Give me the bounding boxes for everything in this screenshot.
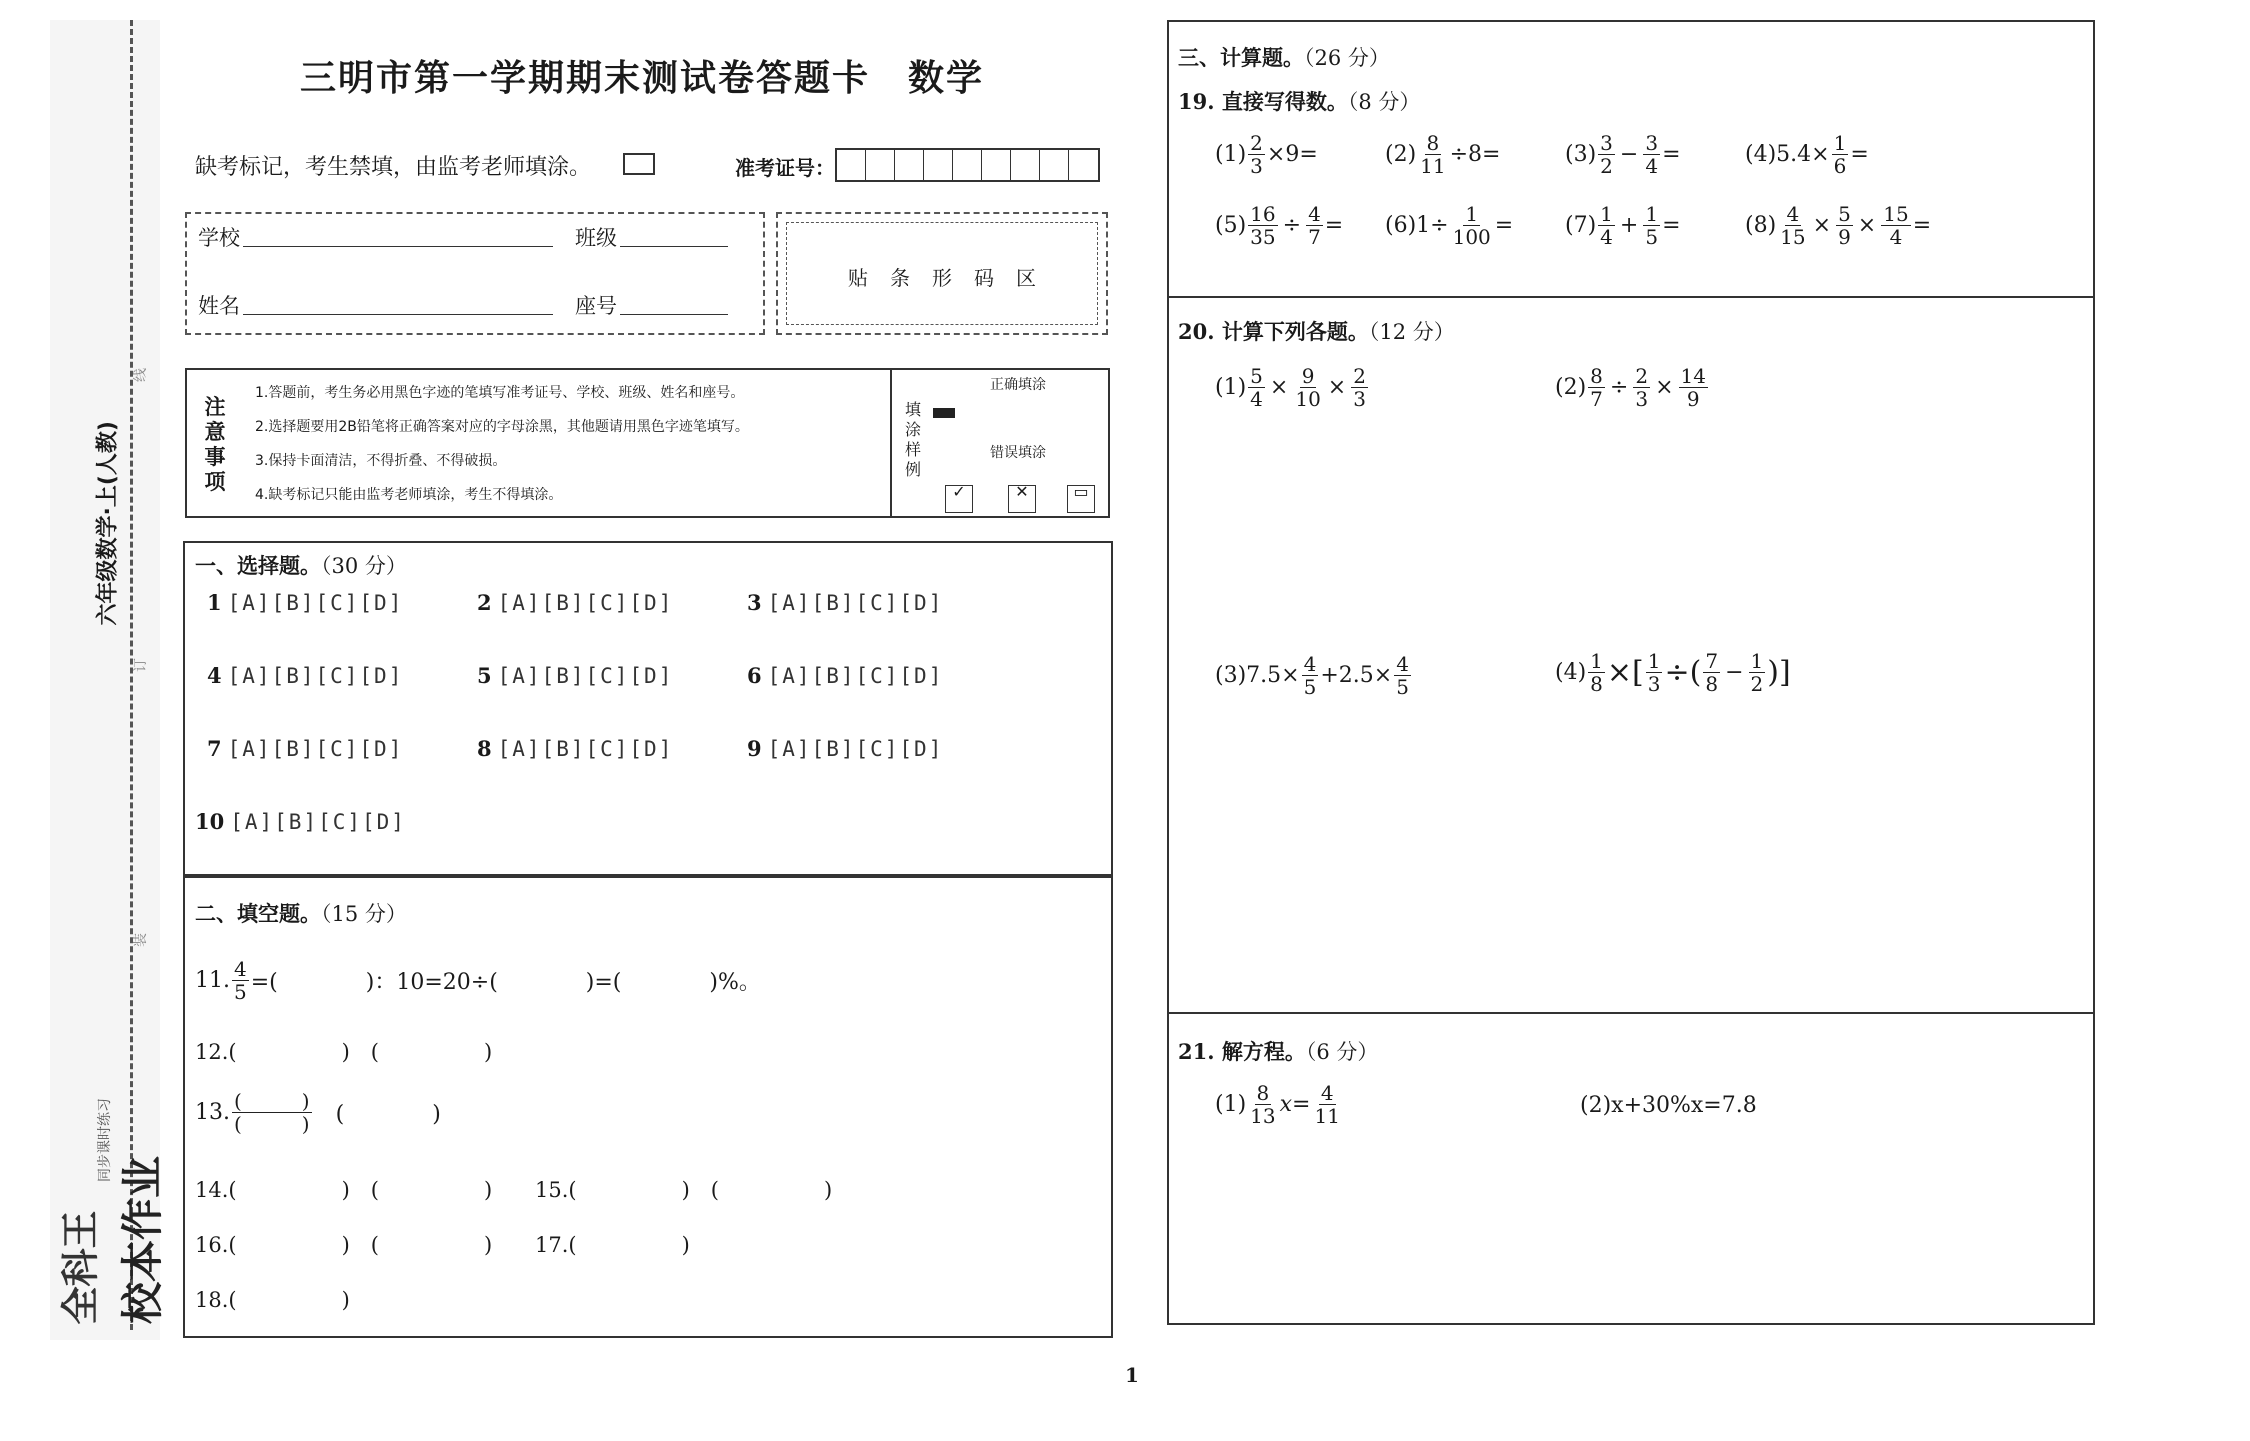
school-field[interactable] [243, 246, 553, 247]
exam-number-label: 准考证号： [735, 156, 835, 180]
fill-wrong-check-icon: ✓ [945, 485, 973, 513]
exam-number-cell[interactable] [895, 150, 924, 180]
choice-options[interactable]: [A][B][C][D] [227, 737, 404, 761]
seat-field[interactable] [620, 314, 728, 315]
fill-correct-label: 正确填涂 [990, 377, 1046, 393]
exam-number-cell[interactable] [837, 150, 866, 180]
brand-logo: 全科王 [58, 1210, 103, 1325]
choice-question-5[interactable] [477, 663, 673, 688]
exam-number-cell[interactable] [1069, 150, 1098, 180]
choice-question-number: 7 [207, 736, 222, 761]
q19-part4[interactable]: (4)5.4× $\frac{1}{6}$ = [1745, 131, 1869, 178]
absent-mark-box[interactable] [623, 153, 655, 175]
question-15[interactable]: 15.( ) ( ) [535, 1178, 833, 1202]
choice-question-7[interactable] [207, 736, 403, 761]
binding-mark-seal: 装 [133, 933, 149, 947]
q21-part1[interactable]: (1) $\frac{8}{13}$ x= $\frac{4}{11}$ [1215, 1081, 1340, 1128]
q20-part4[interactable]: (4) $\frac{1}{8}$ ×[ $\frac{1}{3}$ ÷( $\frac{7}{8}$ − $\frac{1}{2}$ )] [1555, 649, 1791, 696]
notice-title: 注意事项 [204, 395, 226, 494]
q19-part8[interactable]: (8) $\frac{4}{15}$ × $\frac{5}{9}$ × $\frac{15}{4}$ = [1745, 202, 1932, 249]
q21-part2[interactable]: (2)x+30%x=7.8 [1580, 1093, 1757, 1118]
student-info-box [185, 212, 765, 335]
fill-example-title: 填涂样例 [904, 400, 921, 479]
notice-item: 3.保持卡面清洁，不得折叠、不得破损。 [255, 453, 507, 469]
section3-title: 三、计算题。（26 分） [1178, 45, 1390, 70]
school-label: 学校 [198, 226, 240, 250]
q19-part1[interactable]: (1) $\frac{2}{3}$ ×9= [1215, 131, 1318, 178]
notice-item: 1.答题前，考生务必用黑色字迹的笔填写准考证号、学校、班级、姓名和座号。 [255, 385, 745, 401]
exam-number-cell[interactable] [1040, 150, 1069, 180]
q20-part3[interactable]: (3)7.5× $\frac{4}{5}$ +2.5× $\frac{4}{5}$ [1215, 652, 1409, 699]
choice-question-1[interactable] [207, 590, 403, 615]
choice-question-number: 10 [195, 809, 225, 834]
question-18[interactable]: 18.( ) [195, 1288, 350, 1312]
notice-item: 2.选择题要用2B铅笔将正确答案对应的字母涂黑，其他题请用黑色字迹笔填写。 [255, 419, 749, 435]
choice-question-number: 2 [477, 590, 492, 615]
class-label: 班级 [575, 226, 617, 250]
exam-number-cell[interactable] [982, 150, 1011, 180]
choice-options[interactable]: [A][B][C][D] [767, 664, 944, 688]
q21-title: 21. 解方程。（6 分） [1178, 1039, 1379, 1064]
q19-part2[interactable]: (2) $\frac{8}{11}$ ÷8= [1385, 131, 1501, 178]
question-11[interactable]: 11. $\frac{4}{5}$ =( )：10=20÷( )=( )%。 [195, 957, 761, 1004]
choice-options[interactable]: [A][B][C][D] [227, 591, 404, 615]
choice-question-4[interactable] [207, 663, 403, 688]
question-12[interactable]: 12.( ) ( ) [195, 1040, 493, 1064]
q19-part6[interactable]: (6)1÷ $\frac{1}{100}$ = [1385, 202, 1514, 249]
question-14[interactable]: 14.( ) ( ) [195, 1178, 493, 1202]
binding-mark-line: 线 [133, 368, 149, 382]
choice-question-10[interactable] [195, 809, 406, 834]
seat-label: 座号 [575, 294, 617, 318]
brand-subtitle: 同步课时练习 [97, 1098, 113, 1182]
choice-question-number: 3 [747, 590, 762, 615]
fill-correct-mark [933, 408, 955, 418]
q20-part1[interactable]: (1) $\frac{5}{4}$ × $\frac{9}{10}$ × $\frac{2}{3}$ [1215, 364, 1366, 411]
fill-wrong-empty-icon: ▭ [1067, 485, 1095, 513]
page-title: 三明市第一学期期末测试卷答题卡 数学 [300, 57, 985, 99]
q19-part3[interactable]: (3) $\frac{3}{2}$ − $\frac{3}{4}$ = [1565, 131, 1681, 178]
section1-title: 一、选择题。（30 分） [195, 553, 407, 578]
q19-part7[interactable]: (7) $\frac{1}{4}$ + $\frac{1}{5}$ = [1565, 202, 1681, 249]
choice-question-number: 5 [477, 663, 492, 688]
exam-number-grid[interactable] [835, 148, 1100, 182]
section2-title: 二、填空题。（15 分） [195, 901, 407, 926]
choice-question-3[interactable] [747, 590, 943, 615]
choice-question-2[interactable] [477, 590, 673, 615]
choice-options[interactable]: [A][B][C][D] [767, 737, 944, 761]
name-label: 姓名 [198, 294, 240, 318]
q20-title: 20. 计算下列各题。（12 分） [1178, 319, 1455, 344]
q19-part5[interactable]: (5) $\frac{16}{35}$ ÷ $\frac{4}{7}$ = [1215, 202, 1344, 249]
binding-dashed-line [130, 20, 133, 1330]
choice-options[interactable]: [A][B][C][D] [497, 737, 674, 761]
choice-question-9[interactable] [747, 736, 943, 761]
choice-question-number: 1 [207, 590, 222, 615]
exam-number-cell[interactable] [953, 150, 982, 180]
absent-note: 缺考标记，考生禁填，由监考老师填涂。 [195, 155, 592, 180]
class-field[interactable] [620, 246, 728, 247]
choice-options[interactable]: [A][B][C][D] [497, 591, 674, 615]
exam-number-cell[interactable] [924, 150, 953, 180]
choice-question-number: 4 [207, 663, 222, 688]
choice-question-number: 8 [477, 736, 492, 761]
binding-subject [91, 526, 122, 626]
choice-options[interactable]: [A][B][C][D] [227, 664, 404, 688]
q20-part2[interactable]: (2) $\frac{8}{7}$ ÷ $\frac{2}{3}$ × $\frac{14}{9}$ [1555, 364, 1706, 411]
choice-question-number: 9 [747, 736, 762, 761]
exam-number-cell[interactable] [1011, 150, 1040, 180]
name-field[interactable] [243, 314, 553, 315]
question-16[interactable]: 16.( ) ( ) [195, 1233, 493, 1257]
question-13[interactable]: 13. $\frac{( )}{( )}$ ( ) [195, 1089, 441, 1136]
choice-options[interactable]: [A][B][C][D] [767, 591, 944, 615]
notice-divider [890, 368, 892, 518]
question-17[interactable]: 17.( ) [535, 1233, 690, 1257]
notice-item: 4.缺考标记只能由监考老师填涂，考生不得填涂。 [255, 487, 563, 503]
choice-options[interactable]: [A][B][C][D] [230, 810, 406, 834]
page-number: 1 [1125, 1363, 1139, 1387]
brand-title: 校本作业 [118, 1155, 168, 1325]
fill-wrong-cross-icon: ✕ [1008, 485, 1036, 513]
exam-number-cell[interactable] [866, 150, 895, 180]
choice-question-6[interactable] [747, 663, 943, 688]
q19-title: 19. 直接写得数。（8 分） [1178, 89, 1421, 114]
fill-wrong-label: 错误填涂 [990, 445, 1046, 461]
barcode-label: 贴条形码区 [848, 266, 1058, 290]
binding-mark-bind: 订 [133, 658, 149, 672]
choice-question-8[interactable] [477, 736, 673, 761]
choice-question-number: 6 [747, 663, 762, 688]
choice-options[interactable]: [A][B][C][D] [497, 664, 674, 688]
